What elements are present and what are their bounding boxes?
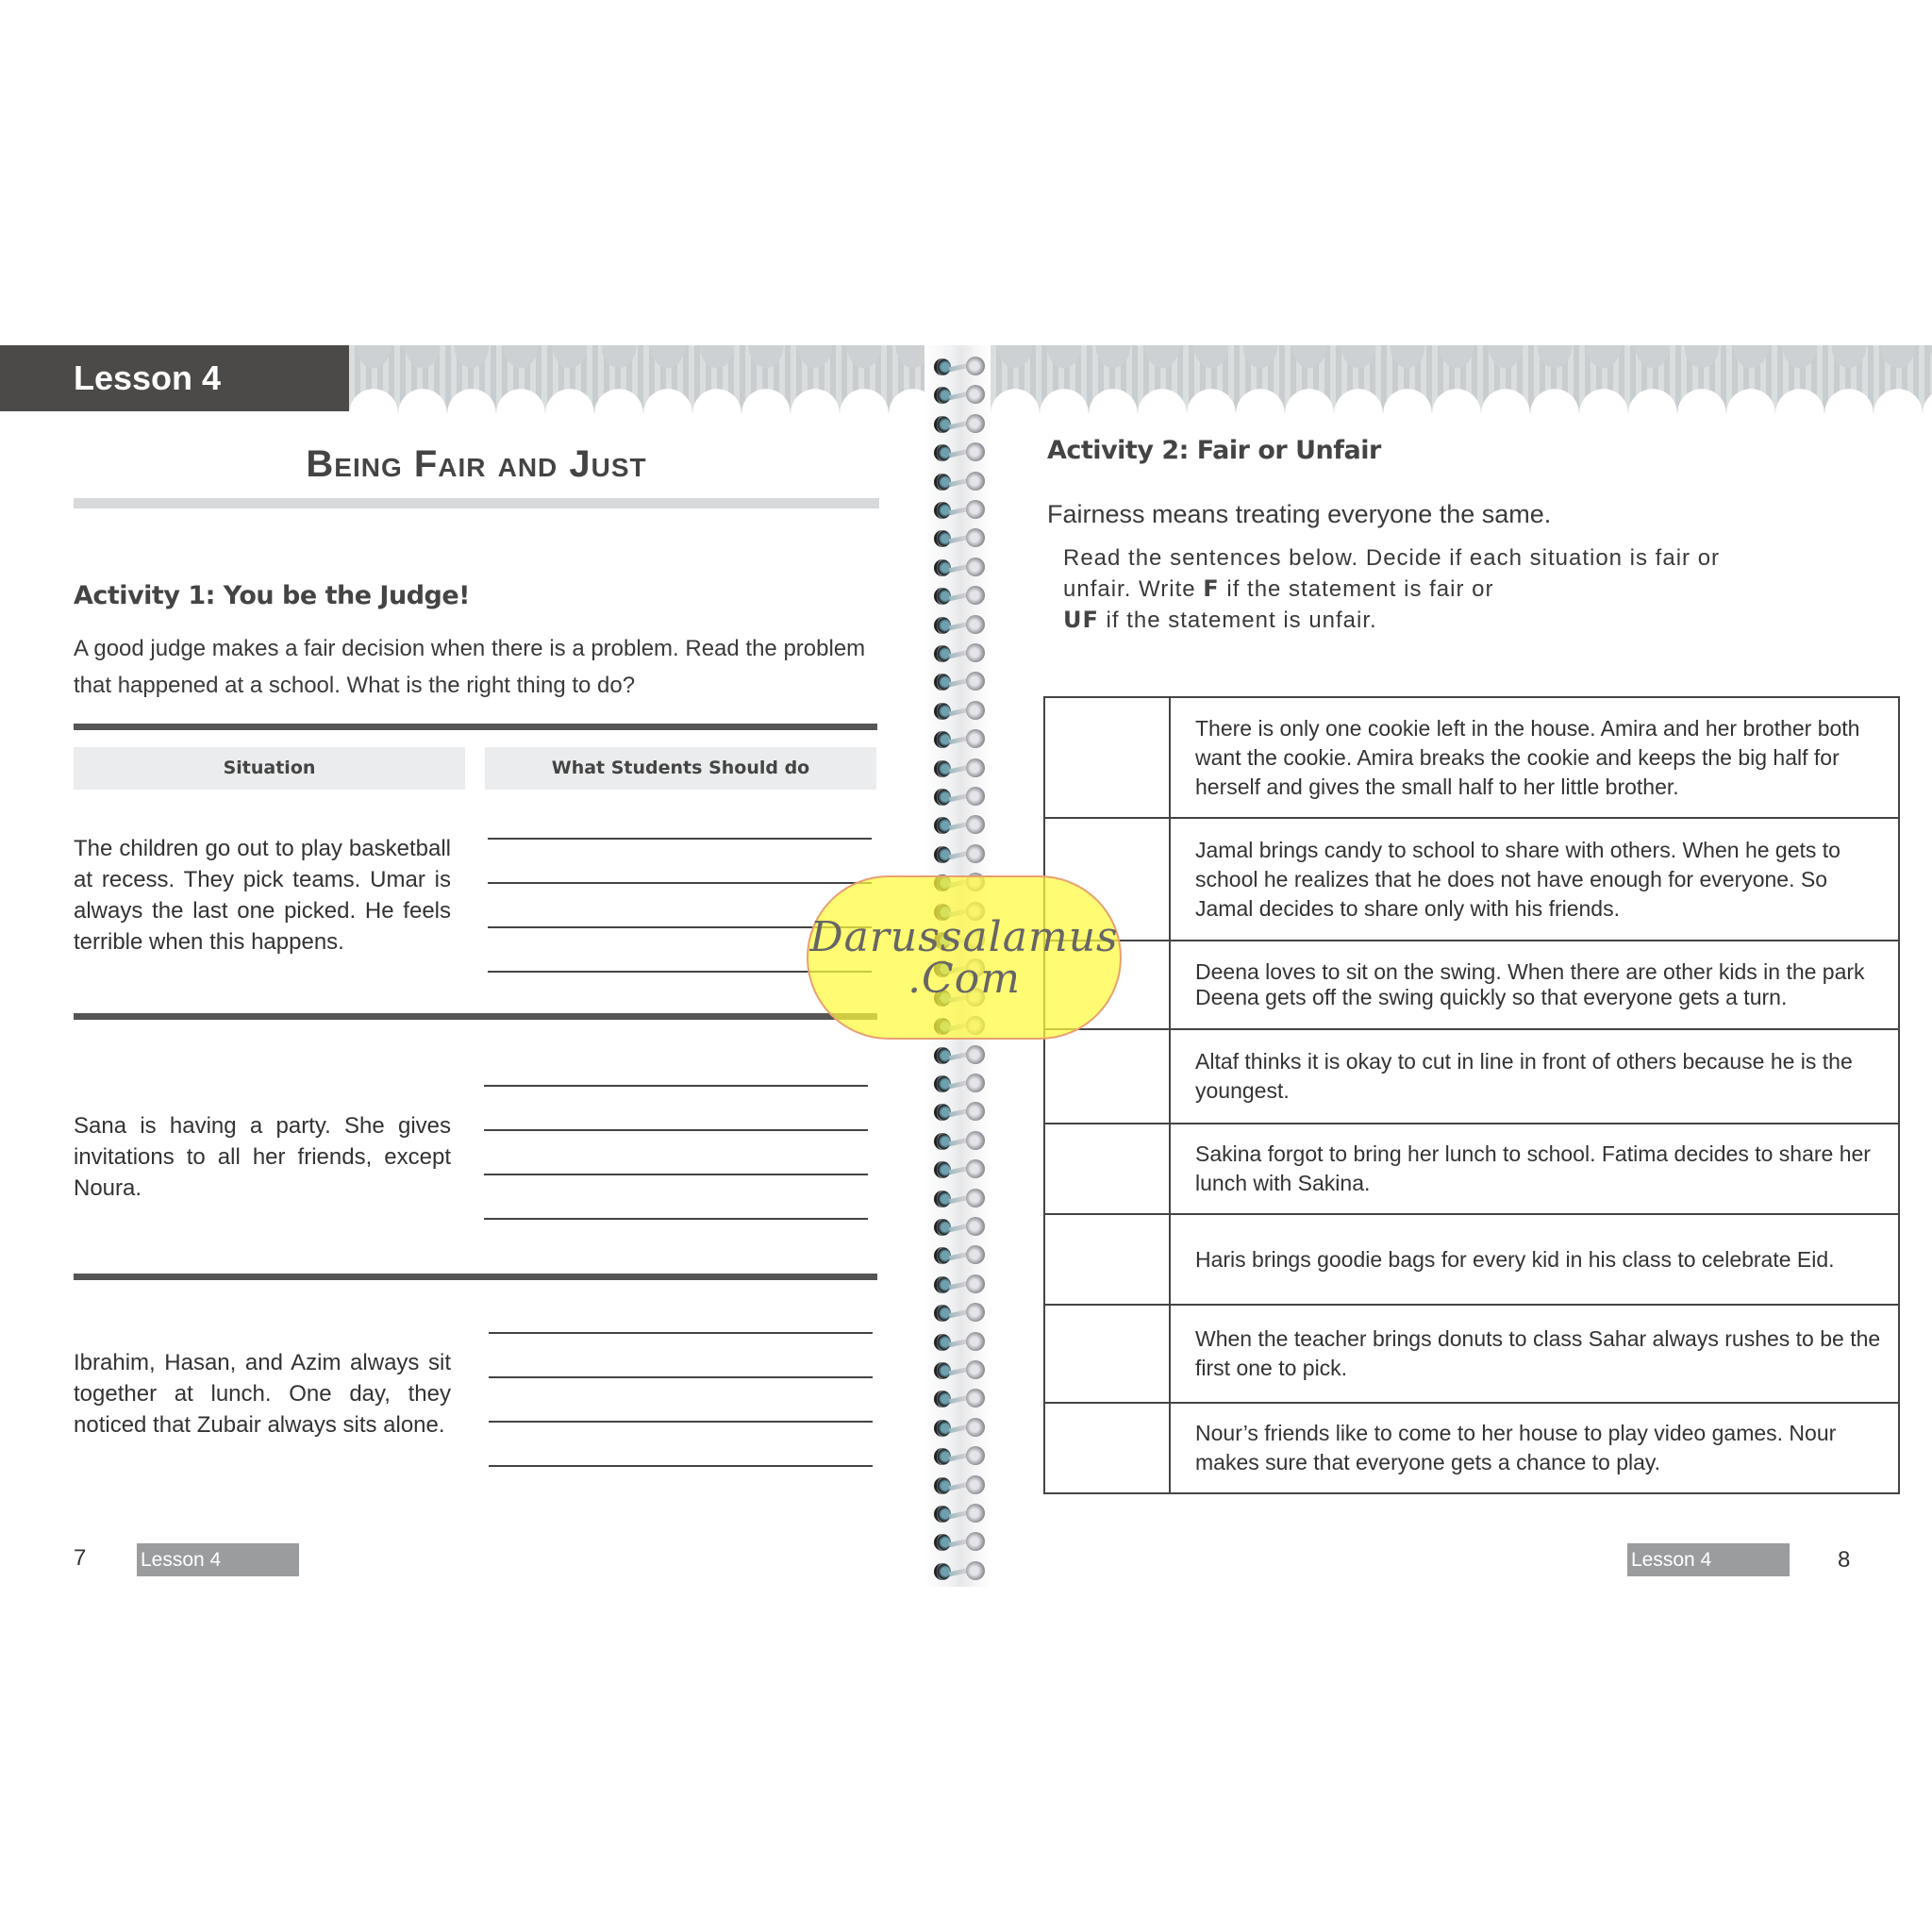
section-divider [74,1274,877,1280]
table-row [1044,1403,1899,1493]
watermark-line1: Darussalamus [809,913,1119,961]
spiral-coil-icon [934,472,985,492]
answer-line-1-2[interactable] [488,882,872,884]
spiral-coil-icon [934,414,985,435]
spiral-coil-icon [934,1303,985,1324]
answer-line-2-3[interactable] [484,1174,868,1175]
statement-cell: Jamal brings candy to school to share with others. When he gets to school he realizes that he does not have enough for everyone. So Jamal decides to share only with his friends. [1170,818,1899,941]
section-divider [74,724,877,730]
ornamental-border-icon [991,345,1932,413]
table-row [1044,1124,1899,1214]
watermark-line2: .Com [908,955,1021,1003]
spiral-coil-icon [934,1561,985,1582]
answer-cell[interactable] [1044,1124,1170,1214]
answer-line-3-3[interactable] [489,1421,873,1423]
unfair-code: UF [1063,607,1099,633]
activity1-intro: A good judge makes a fair decision when there is a problem. Read the problem that happened at a school. What is the right thing to do? [74,636,866,698]
spiral-coil-icon [934,672,985,692]
spiral-coil-icon [934,615,985,636]
instruction-text: if the statement is fair or [1219,576,1494,602]
answer-line-3-4[interactable] [489,1465,873,1467]
column-header-situation: Situation [74,747,465,790]
spiral-coil-icon [934,1245,985,1266]
spiral-coil-icon [934,1532,985,1553]
spiral-coil-icon [934,701,985,722]
statement-cell: Nour’s friends like to come to her house to play video games. Nour makes sure that everyone gets a chance to play. [1170,1403,1899,1493]
spiral-coil-icon [934,1504,985,1524]
spiral-coil-icon [934,1475,985,1496]
answer-line-3-1[interactable] [489,1332,873,1334]
instruction-text: if the statement is unfair. [1098,608,1377,633]
spiral-coil-icon [934,844,985,865]
spiral-coil-icon [934,500,985,521]
answer-cell[interactable] [1044,697,1170,818]
section-divider [74,1013,877,1020]
lesson-header-tab: Lesson 4 [0,345,349,411]
table-row [1044,818,1899,941]
ornamental-border-icon [349,345,924,413]
spiral-coil-icon [934,1360,985,1381]
spiral-coil-icon [934,1446,985,1467]
spiral-coil-icon [934,758,985,779]
statement-cell: There is only one cookie left in the house. Amira and her brother both want the cookie. Amira breaks the cookie and keeps the big half for herself and gives the small half to her little brother. [1170,697,1899,818]
page-number: 8 [1838,1547,1851,1573]
spiral-coil-icon [934,1332,985,1353]
answer-line-2-4[interactable] [484,1218,868,1220]
fairness-definition: Fairness means treating everyone the same. [1047,500,1552,528]
spiral-coil-icon [934,1418,985,1439]
spiral-coil-icon [934,528,985,549]
spiral-coil-icon [934,1389,985,1409]
table-row [1044,1029,1899,1124]
book-spread [0,345,1932,1587]
spiral-coil-icon [934,1274,985,1295]
spiral-coil-icon [934,1074,985,1094]
answer-cell[interactable] [1044,1029,1170,1124]
watermark-badge [807,875,1122,1040]
fair-code: F [1203,575,1220,602]
statement-cell: When the teacher brings donuts to class Sahar always rushes to be the first one to pick. [1170,1305,1899,1403]
answer-line-1-1[interactable] [488,838,872,840]
answer-line-3-2[interactable] [489,1376,873,1378]
footer-lesson-tab: Lesson 4 [137,1543,299,1576]
activity2-instructions [1063,543,1742,636]
spiral-coil-icon [934,1102,985,1123]
column-header-what-to-do: What Students Should do [485,747,876,790]
fair-unfair-table [1043,696,1900,1494]
spiral-coil-icon [934,558,985,578]
chapter-title: Being Fair and Just [306,443,647,485]
footer-lesson-tab: Lesson 4 [1627,1543,1790,1576]
statement-cell: Sakina forgot to bring her lunch to school. Fatima decides to share her lunch with Sakina. [1170,1124,1899,1214]
table-row [1044,941,1899,1029]
right-page [991,345,1932,1587]
answer-cell[interactable] [1044,1305,1170,1403]
situation-1-text: The children go out to play basketball at recess. They pick teams. Umar is always the last one picked. He feels terrible when this happens. [74,836,451,955]
answer-cell[interactable] [1044,1403,1170,1493]
activity2-title: Activity 2: Fair or Unfair [1047,436,1381,465]
table-row [1044,1305,1899,1403]
answer-cell[interactable] [1044,1214,1170,1305]
spiral-coil-icon [934,1217,985,1238]
title-divider [74,498,879,508]
statement-cell: Haris brings goodie bags for every kid in his class to celebrate Eid. [1170,1214,1899,1305]
spiral-coil-icon [934,357,985,377]
situation-3-text: Ibrahim, Hasan, and Azim always sit together at lunch. One day, they noticed that Zubair always sits alone. [74,1350,451,1438]
situation-2-text: Sana is having a party. She gives invitations to all her friends, except Noura. [74,1113,451,1201]
spiral-coil-icon [934,787,985,808]
spiral-coil-icon [934,442,985,463]
spiral-coil-icon [934,1159,985,1180]
instruction-text: Read the sentences below. Decide if each situation is fair or unfair. Write [1063,545,1721,602]
spiral-coil-icon [934,385,985,406]
answer-line-2-2[interactable] [484,1129,868,1131]
spiral-coil-icon [934,815,985,836]
left-page [0,345,924,1587]
spiral-coil-icon [934,586,985,607]
table-row [1044,1214,1899,1305]
spiral-coil-icon [934,1131,985,1152]
spiral-coil-icon [934,643,985,664]
statement-cell: Altaf thinks it is okay to cut in line in front of others because he is the youngest. [1170,1029,1899,1124]
table-row [1044,697,1899,818]
answer-line-2-1[interactable] [484,1085,868,1087]
spiral-coil-icon [934,1045,985,1066]
page-number: 7 [74,1545,87,1571]
spiral-coil-icon [934,1189,985,1209]
statement-cell: Deena loves to sit on the swing. When there are other kids in the park Deena gets off the swing quickly so that everyone gets a turn. [1170,941,1899,1029]
activity1-title: Activity 1: You be the Judge! [74,581,470,610]
spiral-coil-icon [934,729,985,750]
